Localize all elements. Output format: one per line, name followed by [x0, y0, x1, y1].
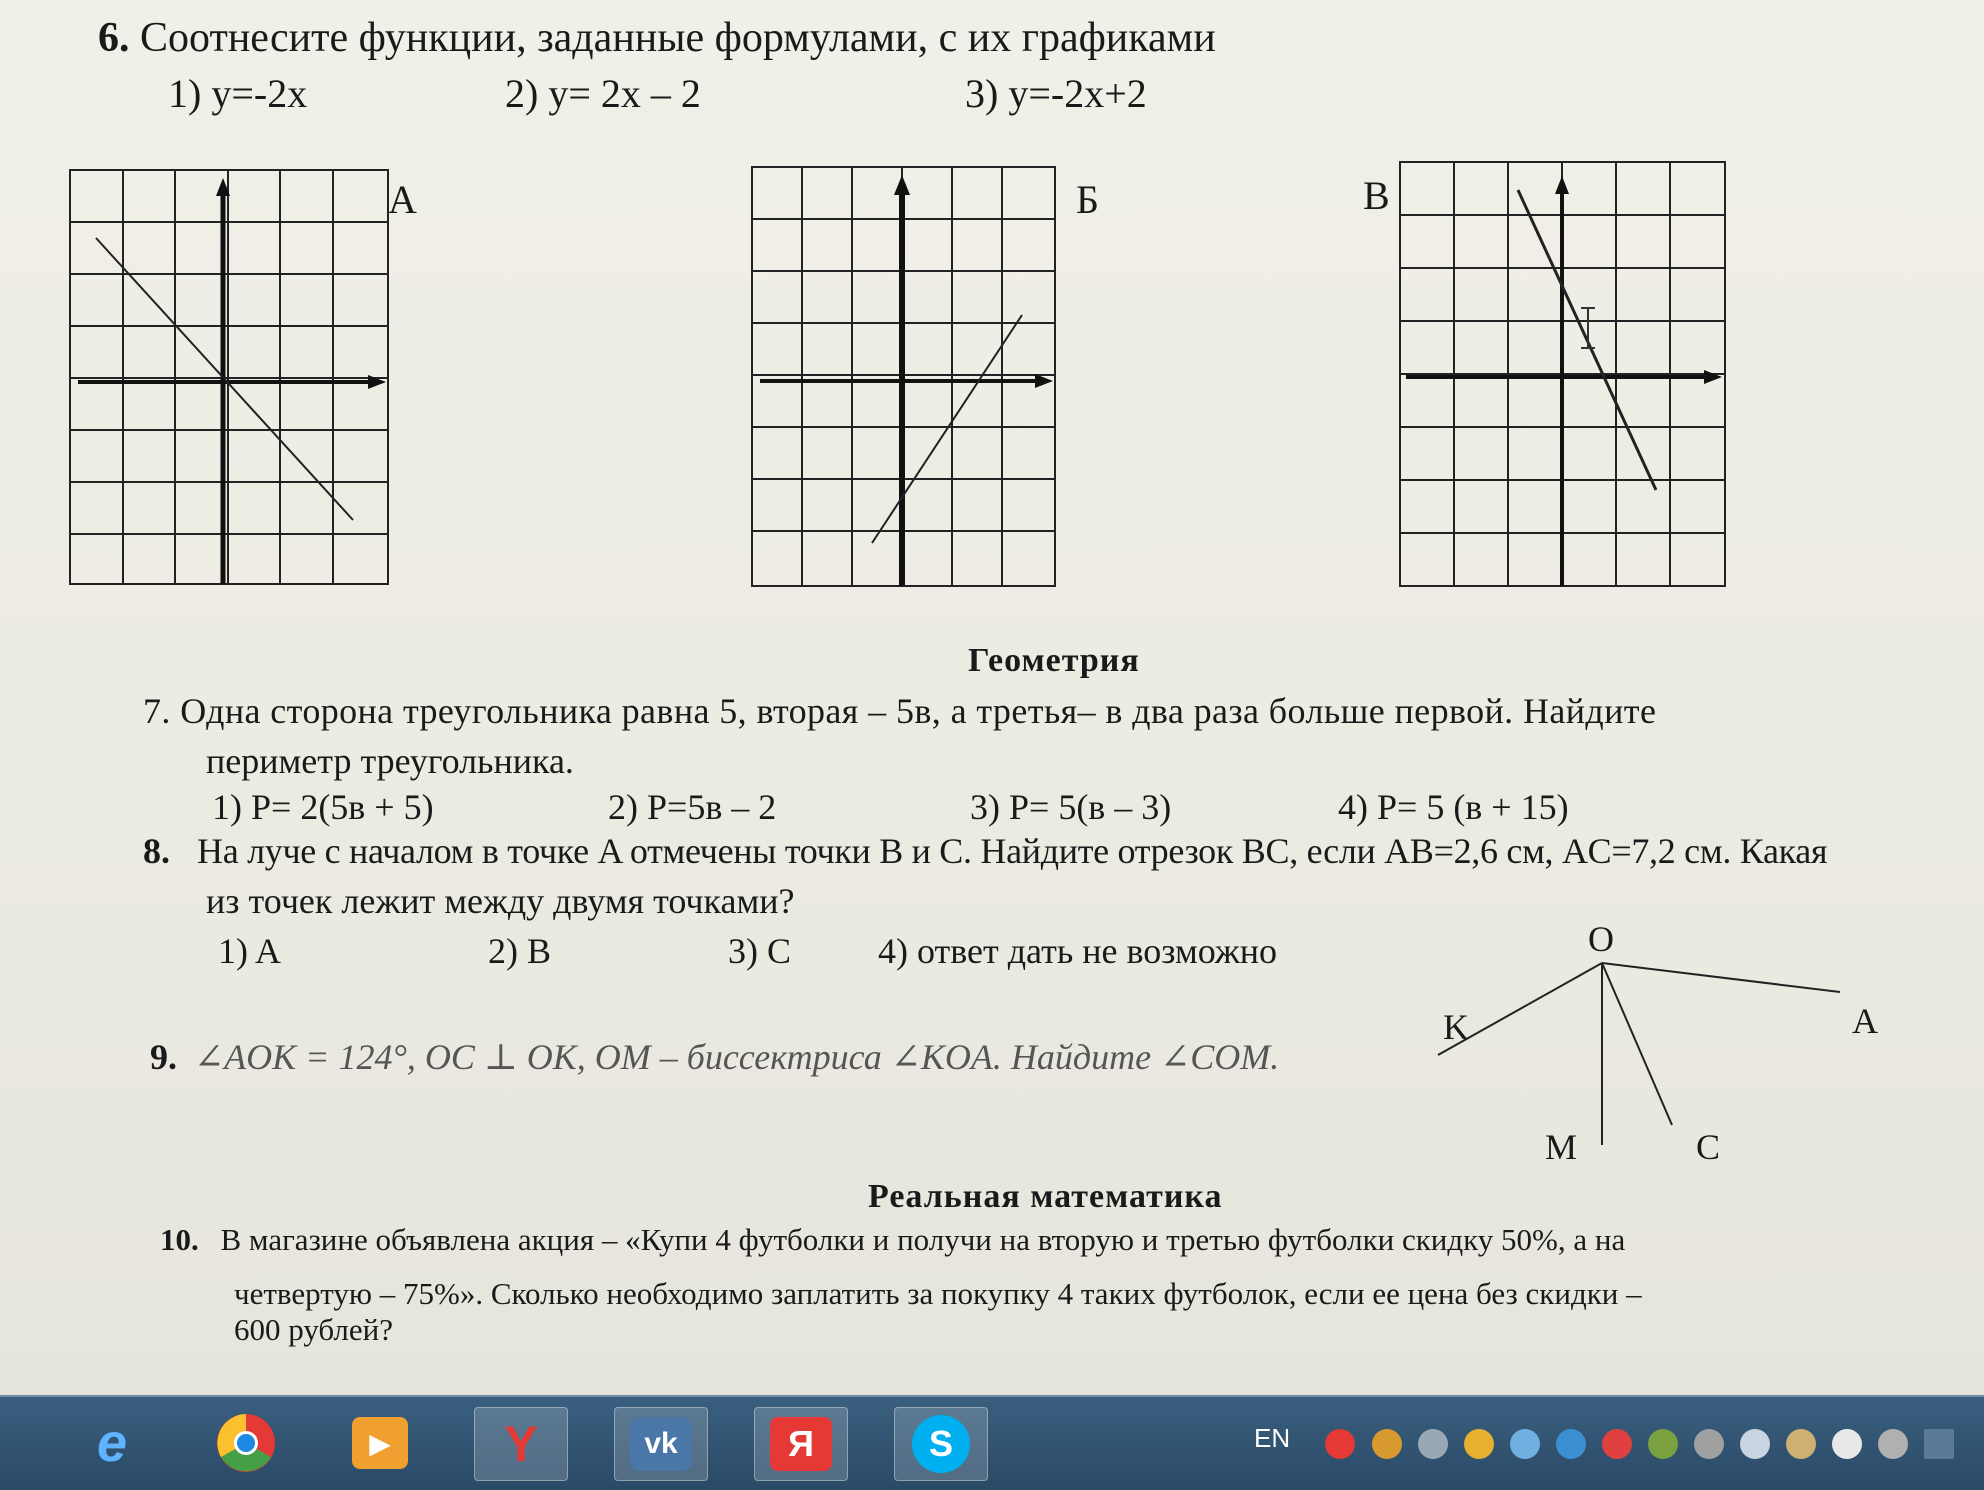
- task8-number: 8.: [143, 831, 170, 871]
- chrome-logo-icon: [215, 1412, 277, 1474]
- point-m-label: M: [1545, 1127, 1578, 1167]
- task7-option-1: 1) P= 2(5в + 5): [212, 787, 434, 827]
- tray-app2-icon[interactable]: [1694, 1429, 1724, 1459]
- real-math-section-title: Реальная математика: [868, 1178, 1223, 1215]
- wifi-icon[interactable]: [1740, 1429, 1770, 1459]
- task7-option-2: 2) P=5в – 2: [608, 787, 777, 827]
- vk-glyph: vk: [630, 1417, 692, 1471]
- point-a-label: A: [1852, 1001, 1878, 1041]
- graph-a-label: А: [388, 177, 417, 222]
- task8-option-1: 1) A: [218, 931, 281, 971]
- flag-icon[interactable]: [1786, 1429, 1816, 1459]
- tray-green-icon[interactable]: [1648, 1429, 1678, 1459]
- yandex-glyph: Я: [770, 1417, 832, 1471]
- ie-glyph: e: [96, 1413, 128, 1473]
- update-icon[interactable]: [1556, 1429, 1586, 1459]
- media-player-icon[interactable]: [334, 1407, 426, 1479]
- task8-option-3: 3) C: [728, 931, 791, 971]
- task6-heading: [98, 14, 1216, 62]
- task10-number: 10.: [160, 1222, 199, 1257]
- skype-icon[interactable]: [894, 1407, 988, 1481]
- task10-line2: четвертую – 75%». Сколько необходимо заплатить за покупку 4 таких футболок, если ее цена без скидки –: [234, 1276, 1642, 1311]
- task9-line: [150, 1036, 1279, 1078]
- task6-option-3: 3) y=-2x+2: [965, 71, 1147, 116]
- point-c-label: C: [1696, 1127, 1721, 1167]
- taskbar: [0, 1395, 1984, 1490]
- task6-option-2: 2) y= 2x – 2: [505, 71, 701, 116]
- point-k-label: K: [1443, 1007, 1469, 1047]
- angle-figure: [1420, 915, 1890, 1175]
- volume-icon[interactable]: [1832, 1429, 1862, 1459]
- task10-line3: 600 рублей?: [234, 1312, 394, 1347]
- point-o-label: O: [1588, 919, 1614, 959]
- skype-glyph: S: [912, 1415, 970, 1473]
- task10-line1: [160, 1222, 1625, 1258]
- ie-icon[interactable]: [66, 1407, 158, 1479]
- task6-text: Соотнесите функции, заданные формулами, с их графиками: [140, 15, 1216, 61]
- graph-b-label: Б: [1076, 177, 1099, 222]
- graph-v: [1398, 160, 1728, 590]
- task9-text: ∠AOK = 124°, OC ⊥ OK, OM – биссектриса ∠KOA. Найдите ∠COM.: [194, 1037, 1280, 1077]
- task8-line1: [143, 830, 1827, 872]
- tray-app-icon[interactable]: [1372, 1429, 1402, 1459]
- show-desktop-icon[interactable]: [1924, 1429, 1954, 1459]
- graph-b: [750, 165, 1060, 590]
- task8-option-2: 2) B: [488, 931, 551, 971]
- graph-a: [68, 168, 393, 588]
- task10-text: В магазине объявлена акция – «Купи 4 футболки и получи на вторую и третью футболки скидку 50%, а на: [220, 1222, 1626, 1257]
- task9-number: 9.: [150, 1037, 177, 1077]
- task7-line2: периметр треугольника.: [206, 741, 574, 781]
- yandex-icon[interactable]: [754, 1407, 848, 1481]
- task6-option-1: 1) y=-2x: [168, 71, 308, 116]
- task7-line1: 7. Одна сторона треугольника равна 5, вторая – 5в, а третья– в два раза больше первой. Найдите: [143, 691, 1657, 731]
- chrome-icon[interactable]: [200, 1407, 292, 1479]
- settings-icon[interactable]: [1418, 1429, 1448, 1459]
- battery-icon[interactable]: [1878, 1429, 1908, 1459]
- graph-v-label: В: [1363, 173, 1390, 218]
- task8-text: На луче с началом в точке A отмечены точки B и C. Найдите отрезок BC, если AB=2,6 см, AC=7,2 см. Какая: [197, 831, 1828, 871]
- task6-number: 6.: [98, 15, 130, 61]
- task7-option-4: 4) P= 5 (в + 15): [1338, 787, 1569, 827]
- vk-icon[interactable]: [614, 1407, 708, 1481]
- yandex-browser-glyph: Y: [504, 1416, 538, 1472]
- geometry-section-title: Геометрия: [968, 642, 1140, 679]
- task7-option-3: 3) P= 5(в – 3): [970, 787, 1172, 827]
- language-indicator[interactable]: EN: [1254, 1423, 1291, 1453]
- tray-flower-icon[interactable]: [1464, 1429, 1494, 1459]
- media-player-glyph: ▶: [352, 1417, 408, 1469]
- task8-option-4: 4) ответ дать не возможно: [878, 931, 1277, 971]
- antivirus-icon[interactable]: [1325, 1429, 1355, 1459]
- yandex-browser-icon[interactable]: [474, 1407, 568, 1481]
- task8-line2: из точек лежит между двумя точками?: [206, 881, 795, 921]
- network-icon[interactable]: [1510, 1429, 1540, 1459]
- notification-icon[interactable]: [1602, 1429, 1632, 1459]
